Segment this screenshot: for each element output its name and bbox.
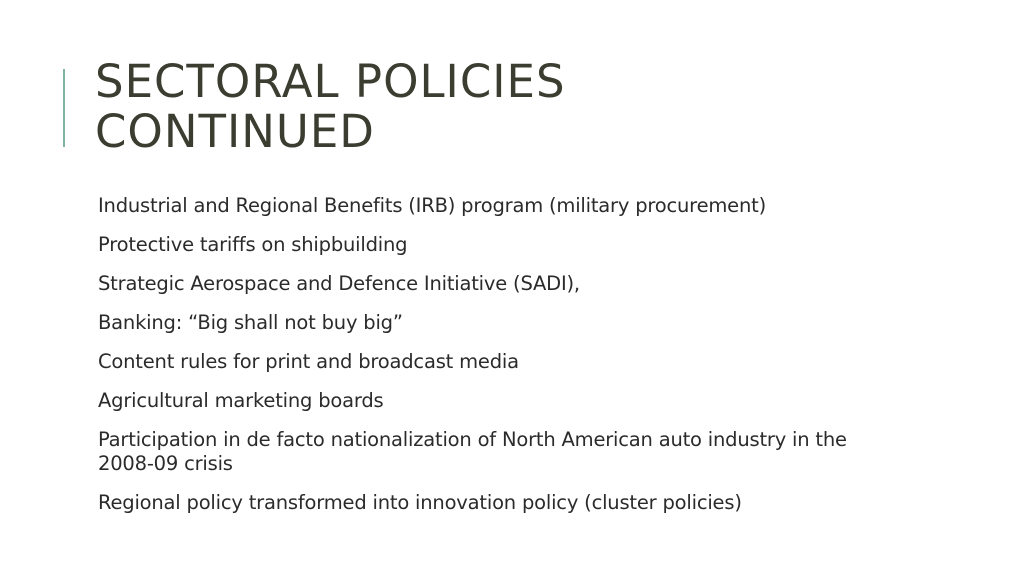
- bullet-item-content-rules: Content rules for print and broadcast media: [98, 350, 519, 373]
- slide-title-line-1: SECTORAL POLICIES: [95, 55, 566, 108]
- bullet-item-auto-industry: Participation in de facto nationalization of North American auto industry in the 2008-09 crisis: [98, 428, 847, 475]
- bullet-item-regional-policy: Regional policy transformed into innovation policy (cluster policies): [98, 491, 742, 514]
- bullet-item-marketing-boards: Agricultural marketing boards: [98, 389, 384, 412]
- bullet-item-irb-program: Industrial and Regional Benefits (IRB) program (military procurement): [98, 194, 766, 217]
- bullet-item-banking: Banking: “Big shall not buy big”: [98, 311, 403, 334]
- bullet-item-shipbuilding-tariffs: Protective tariffs on shipbuilding: [98, 233, 408, 256]
- slide-title: [95, 57, 915, 157]
- slide-title-line-2: CONTINUED: [95, 105, 375, 158]
- bullet-list: [98, 194, 898, 530]
- title-accent-bar: [63, 69, 65, 147]
- bullet-item-sadi: Strategic Aerospace and Defence Initiative (SADI),: [98, 272, 580, 295]
